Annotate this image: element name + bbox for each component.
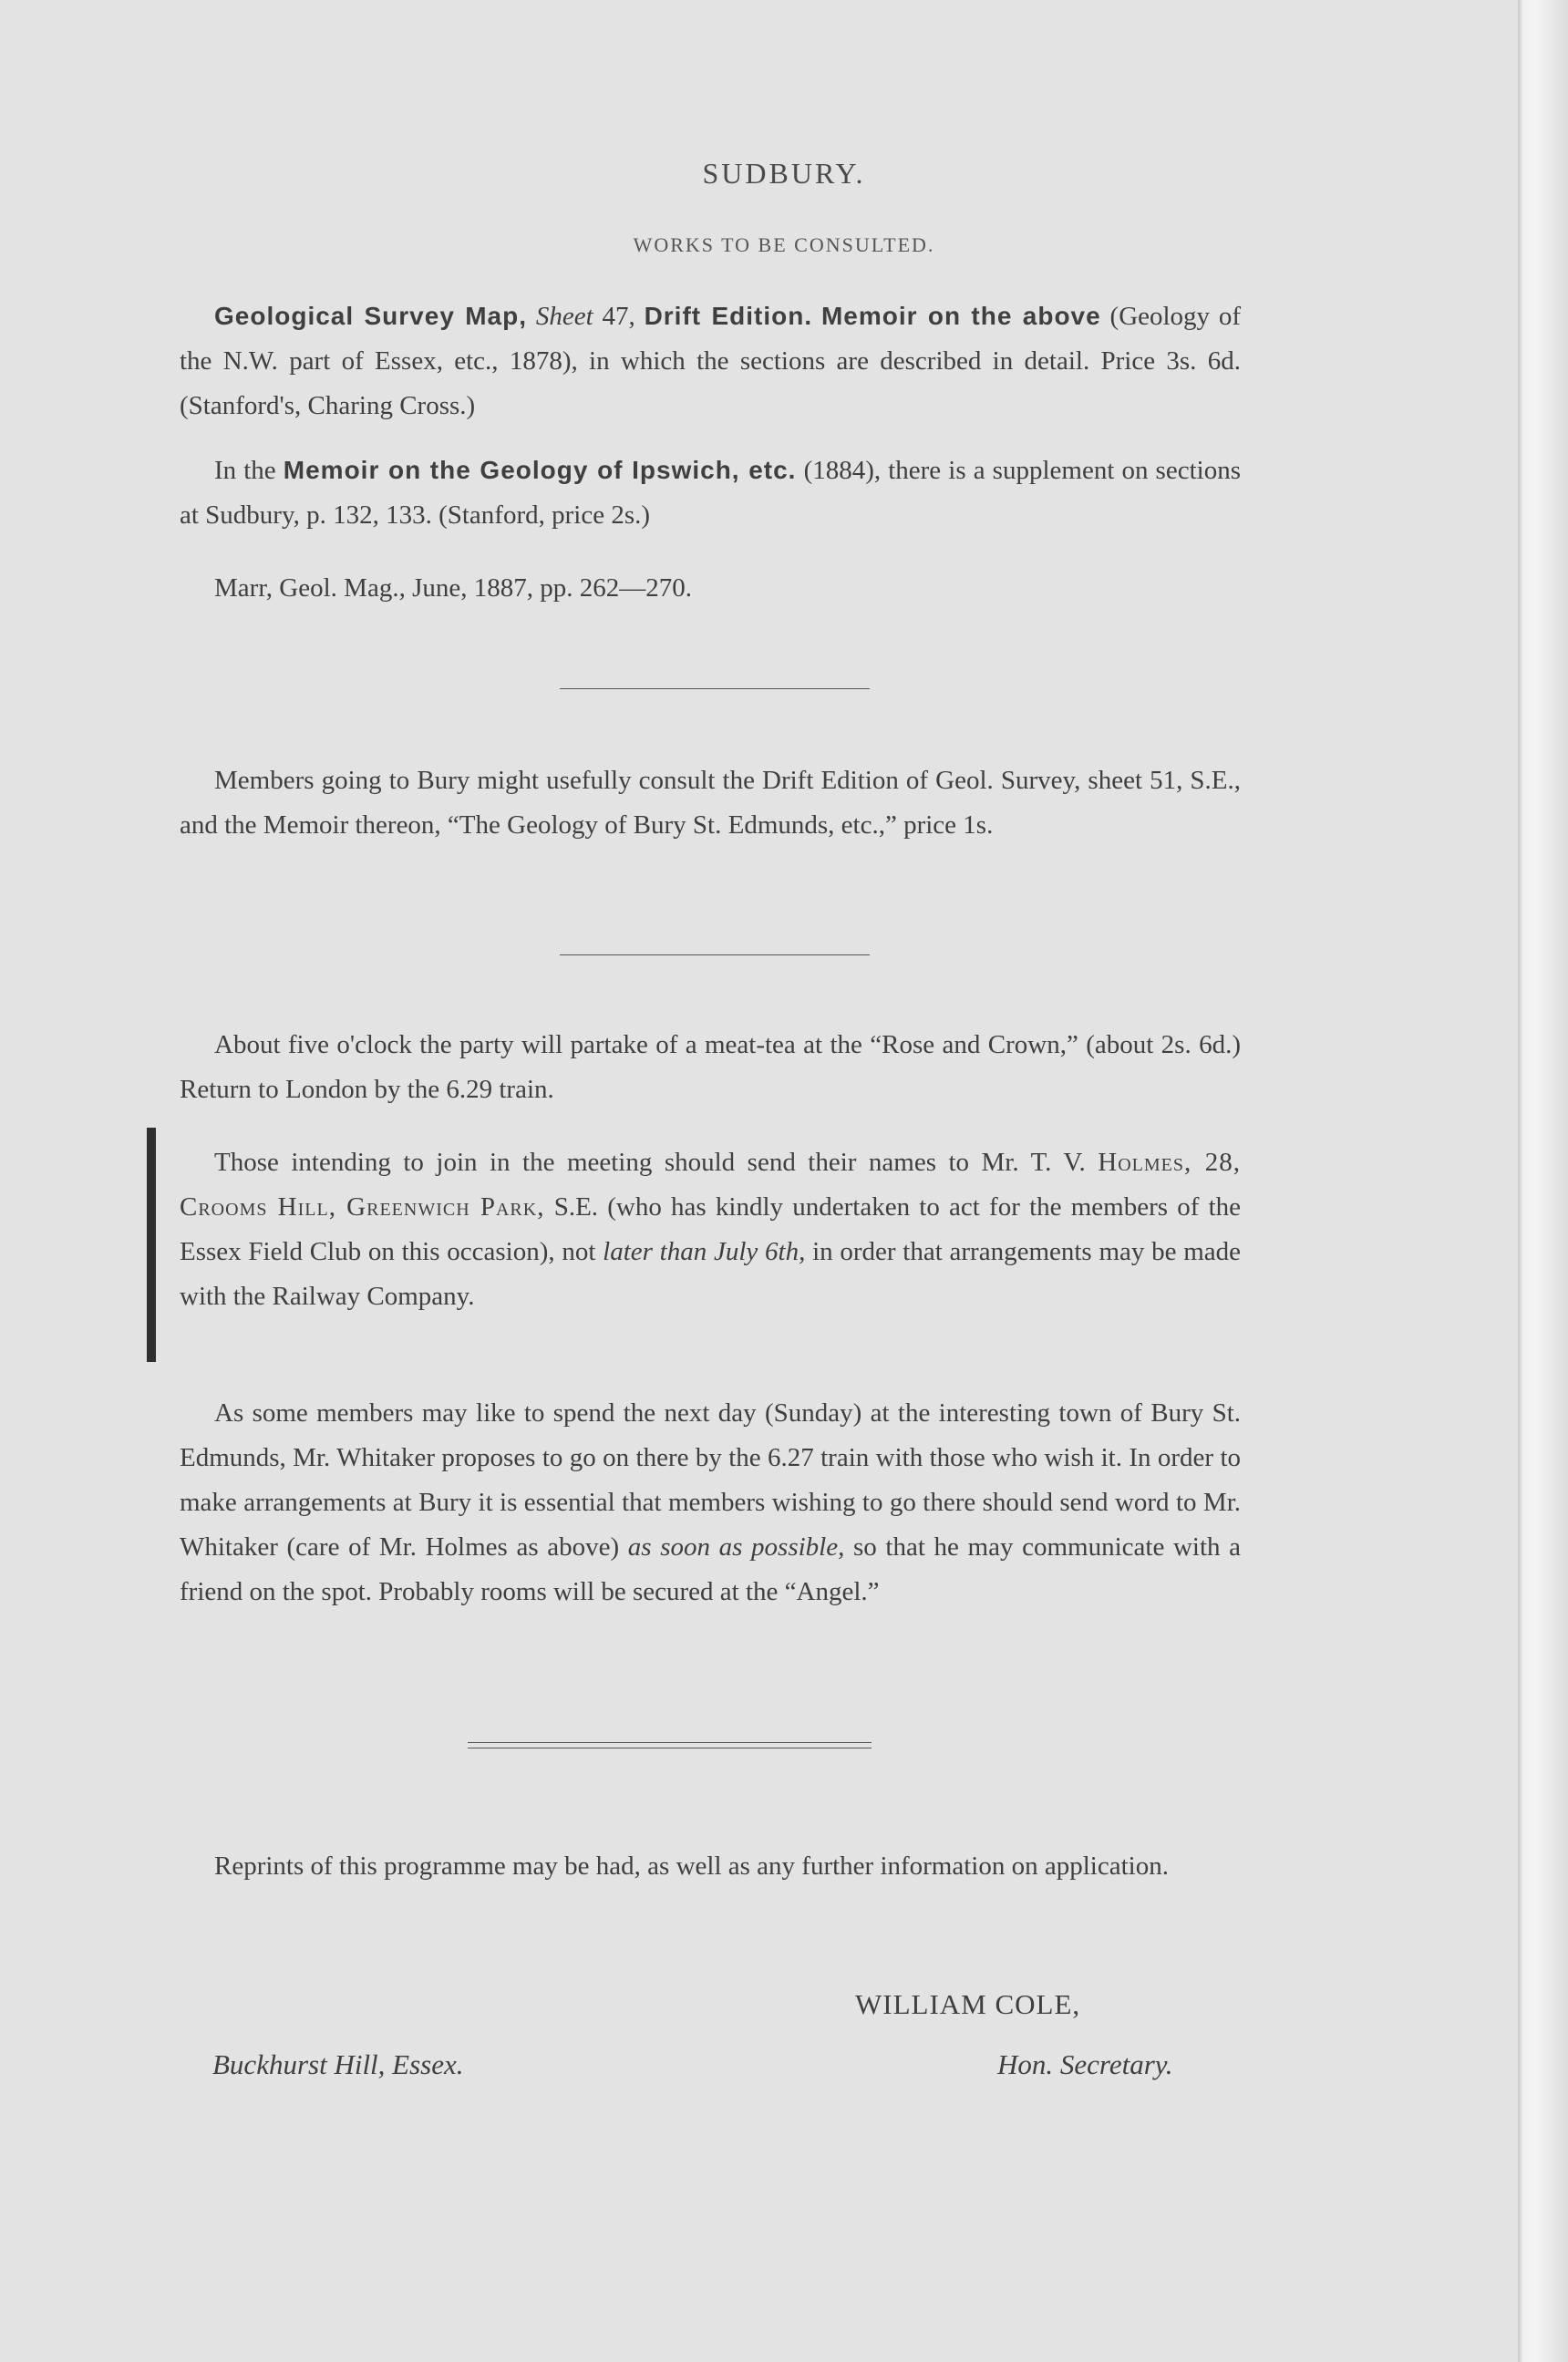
- meeting-paragraph-1: About five o'clock the party will partake of a meat-tea at the “Rose and Crown,” (about 2s. 6d.) Return to London by the 6.29 train.: [180, 1030, 1241, 1104]
- meeting-body: S.E. (who has kindly undertaken to act for the members of the Essex Field Club on this occasion), not: [180, 1192, 1242, 1266]
- ipswich-description: (1884), there is a supplement on sections at Sudbury, p. 132, 133. (Stanford, price 2s.): [180, 456, 1241, 530]
- ipswich-intro: In the: [214, 456, 276, 485]
- deadline-text: later than July 6th,: [603, 1237, 806, 1266]
- memoir-label: Memoir on the above: [820, 302, 1101, 330]
- holmes-address: Holmes, 28, Crooms Hill, Greenwich Park,: [180, 1148, 1241, 1222]
- signature-place: Buckhurst Hill, Essex.: [212, 2048, 464, 2080]
- signature-role: Hon. Secretary.: [997, 2048, 1173, 2080]
- reprints-paragraph: Reprints of this programme may be had, as well as any further information on application.: [214, 1851, 1169, 1881]
- section-divider-1: [560, 688, 870, 689]
- sheet-label: Sheet: [535, 302, 593, 331]
- sheet-number: 47,: [602, 302, 635, 331]
- section-divider-double: [468, 1742, 872, 1743]
- works-paragraph-2: [180, 448, 1241, 538]
- asap-text: as soon as possible,: [627, 1532, 845, 1562]
- bury-visit-closing: so that he may communicate with a friend on the spot. Probably rooms will be secured at the “Angel.”: [180, 1532, 1242, 1606]
- works-paragraph-3: Marr, Geol. Mag., June, 1887, pp. 262—270.: [214, 573, 692, 603]
- bury-visit-intro: As some members may like to spend the next day (Sunday) at the interesting town of Bury St. Edmunds, Mr. Whitaker proposes to go on there by the 6.27 train with those who wish it. In order to make arrangements at Bury it is essential that members wishing to go there should send word to Mr. Whitaker (care of Mr. Holmes as above): [180, 1398, 1241, 1562]
- page-edge: [1518, 0, 1568, 2362]
- bury-paragraph: Members going to Bury might usefully consult the Drift Edition of Geol. Survey, sheet 51, S.E., and the Memoir thereon, “The Geology of Bury St. Edmunds, etc.,” price 1s.: [180, 766, 1241, 840]
- page-title: SUDBURY.: [702, 157, 866, 190]
- works-paragraph-1: [180, 294, 1241, 428]
- ipswich-memoir-title: Memoir on the Geology of Ipswich, etc.: [283, 456, 797, 484]
- meeting-intro: Those intending to join in the meeting should send their names to Mr. T. V.: [214, 1148, 1086, 1177]
- drift-edition-label: Drift Edition.: [644, 302, 813, 330]
- signature-name: WILLIAM COLE,: [855, 1988, 1081, 2020]
- memoir-description: (Geology of the N.W. part of Essex, etc., 1878), in which the sections are described in detail. Price 3s. 6d. (Stanford's, Charing Cross.): [180, 302, 1242, 420]
- survey-map-title: Geological Survey Map,: [214, 302, 528, 330]
- section-subtitle: WORKS TO BE CONSULTED.: [633, 233, 935, 256]
- margin-mark: [147, 1128, 156, 1362]
- meeting-closing: in order that arrangements may be made with the Railway Company.: [180, 1237, 1242, 1311]
- meeting-paragraph-3: [180, 1391, 1241, 1614]
- section-divider-2: [560, 954, 870, 955]
- meeting-paragraph-2: [180, 1140, 1241, 1319]
